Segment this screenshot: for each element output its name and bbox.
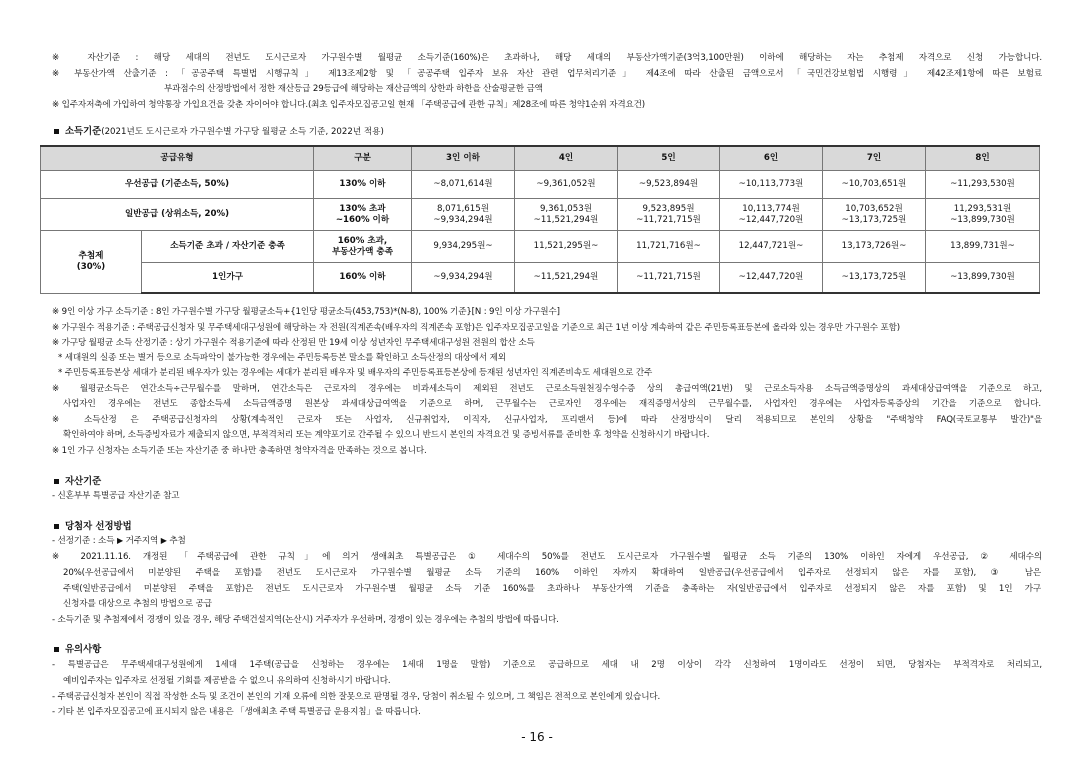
cell-value: ~10,703,651원 — [823, 171, 926, 199]
winner-note-line: ※ 2021.11.16. 개정된 「주택공급에 관한 규칙」에 의거 생애최초 특별공급은 ① 세대수의 50%를 전년도 도시근로자 가구원수별 월평균 소득 기준의 130% 이하인 자에게 우선공급, ② 세대수의 — [52, 552, 1042, 562]
note-income-situation: ※ 소득산정 은 주택공급신청자의 상황(계속적인 근로자 또는 사업자, 신규취업자, 이직자, 신규사업자, 프리랜서 등)에 따라 산정방식이 달리 적용되므로 본인의 상황을 "주택청약 FAQ(국토교통부 발간)"을 — [52, 415, 1042, 425]
asset-section-heading: 자산기준 — [52, 475, 101, 488]
winner-note-line: 20%(우선공급에서 미분양된 주택을 포함)를 전년도 도시근로자 가구원수별 월평균 소득 기준의 160% 이하인 자까지 확대하여 일반공급(우선공급에서 입주자로 선정되지 않은 자를 포함), ③ 남은 — [63, 568, 1041, 578]
cell-value: 9,361,053원 ~11,521,294원 — [515, 199, 618, 231]
row-type: 우선공급 (기준소득, 50%) — [41, 171, 314, 199]
note-household-count: ※ 가구원수 적용기준 : 주택공급신청자 및 무주택세대구성원에 해당하는 자 전원(직계존속(배우자의 직계존속 포함)은 입주자모집공고일을 기준으로 최근 1년 이상 계속하여 같은 주민등록표등본에 올라와 있는 경우만 가구원수 포함) — [52, 323, 900, 333]
asset-section-line: - 신혼부부 특별공급 자산기준 참고 — [52, 491, 180, 501]
cell-value: 10,113,774원 ~12,447,720원 — [720, 199, 823, 231]
row-subtype: 1인가구 — [142, 263, 314, 294]
cell-value: 11,521,295원~ — [515, 231, 618, 263]
header-5: 5인 — [618, 146, 720, 171]
cell-value: 13,173,726원~ — [823, 231, 926, 263]
note-property-calc-cont: 부과점수의 산정방법에서 정한 재산등급 29등급에 해당하는 재산금액의 상한과 하한을 산술평균한 금액 — [164, 84, 543, 94]
row-subtype: 소득기준 초과 / 자산기준 충족 — [142, 231, 314, 263]
header-4: 4인 — [515, 146, 618, 171]
header-7: 7인 — [823, 146, 926, 171]
income-title: 소득기준 — [65, 126, 102, 137]
cell-value: 8,071,615원 ~9,934,294원 — [412, 199, 515, 231]
winner-criteria-line: - 선정기준 : 소득 ▶ 거주지역 ▶ 추첨 — [52, 536, 186, 546]
cell-value: ~13,899,730원 — [926, 263, 1040, 294]
note-9plus-household: ※ 9인 이상 가구 소득기준 : 8인 가구원수별 가구당 월평균소득+{1인당 평균소득(453,753)*(N-8), 100% 기준}[N : 9인 이상 가구원수] — [52, 307, 560, 317]
note-missing-member: * 세대원의 실종 또는 별거 등으로 소득파악이 불가능한 경우에는 주민등록등본 말소를 확인하고 소득산정의 대상에서 제외 — [58, 353, 506, 363]
income-table — [40, 145, 1040, 294]
note-property-calc: ※ 부동산가액 산출기준 : 「공공주택 특별법 시행규칙」 제13조제2항 및 「공공주택 입주자 보유 자산 관련 업무처리기준」 제4조에 따라 산출된 금액으로서 「국민건강보험법 시행령」 제42조제1항에 따른 보험료 — [52, 69, 1042, 79]
winner-note-line: 주택(일반공급에서 미분양된 주택을 포함)은 전년도 도시근로자 가구원수별 월평균 소득 기준 160%를 초과하나 부동산가액 기준을 충족하는 자(일반공급에서 입주자로 선정되지 않은 자를 포함) 및 1인 가구 — [63, 584, 1041, 594]
income-subtitle: (2021년도 도시근로자 가구원수별 가구당 월평균 소득 기준, 2022년 적용) — [101, 127, 384, 137]
cell-value: ~13,173,725원 — [823, 263, 926, 294]
bullet-square-icon — [54, 129, 59, 134]
row-category: 130% 이하 — [314, 171, 412, 199]
header-category: 구분 — [314, 146, 412, 171]
header-6: 6인 — [720, 146, 823, 171]
bullet-square-icon — [54, 479, 59, 484]
cell-value: 9,934,295원~ — [412, 231, 515, 263]
cell-value: 9,523,895원 ~11,721,715원 — [618, 199, 720, 231]
cell-value: 11,721,716원~ — [618, 231, 720, 263]
note-monthly-income-cont: 사업자인 경우에는 전년도 종합소득세 소득금액증명 원본상 과세대상급여액을 기준으로 하며, 근무월수는 근로자인 경우에는 재직증명서상의 근무월수를, 사업자인 경우에는 사업자등록증상의 기간을 기준으로 합니다. — [63, 399, 1041, 409]
cell-value: ~11,721,715원 — [618, 263, 720, 294]
header-3-or-less: 3인 이하 — [412, 146, 515, 171]
header-supply-type: 공급유형 — [41, 146, 314, 171]
cell-value: 11,293,531원 ~13,899,730원 — [926, 199, 1040, 231]
cell-value: ~8,071,614원 — [412, 171, 515, 199]
caution-line: - 기타 본 입주자모집공고에 표시되지 않은 내용은 「생애최초 주택 특별공급 운용지침」을 따릅니다. — [52, 707, 421, 717]
caution-line: - 주택공급신청자 본인이 직접 작성한 소득 및 조건이 본인의 기재 오류에 의한 잘못으로 판명될 경우, 당첨이 취소될 수 있으며, 그 책임은 전적으로 본인에게 있습니다. — [52, 692, 661, 702]
winner-note-line: 신청자를 대상으로 추첨의 방법으로 공급 — [63, 599, 212, 609]
page-number: - 16 - — [521, 730, 553, 744]
note-asset-criteria: ※ 자산기준 : 해당 세대의 전년도 도시근로자 가구원수별 월평균 소득기준(160%)은 초과하나, 해당 세대의 부동산가액기준(3억3,100만원) 이하에 해당하는 자는 추첨제 자격으로 신청 가능합니다. — [52, 53, 1042, 63]
cell-value: 10,703,652원 ~13,173,725원 — [823, 199, 926, 231]
bullet-square-icon — [54, 524, 59, 529]
table-row — [41, 263, 1040, 294]
note-income-situation-cont: 확인하여야 하며, 소득증빙자료가 제출되지 않으면, 부적격처리 또는 계약포기로 간주될 수 있으니 반드시 본인의 자격요건 및 증빙서류를 준비한 후 청약을 신청하시기 바랍니다. — [63, 430, 710, 440]
table-row — [41, 199, 1040, 231]
note-income-calc: ※ 가구당 월평균 소득 산정기준 : 상기 가구원수 적용기준에 따라 산정된 만 19세 이상 성년자인 무주택세대구성원 전원의 합산 소득 — [52, 338, 535, 348]
winner-competition-line: - 소득기준 및 추첨제에서 경쟁이 있을 경우, 해당 주택건설지역(논산시) 거주자가 우선하며, 경쟁이 있는 경우에는 추첨의 방법에 따릅니다. — [52, 615, 559, 625]
cell-value: ~11,521,294원 — [515, 263, 618, 294]
arrow-right-icon: ▶ — [116, 536, 123, 545]
table-row — [41, 231, 1040, 263]
row-category: 160% 초과, 부동산가액 충족 — [314, 231, 412, 263]
table-header-row — [41, 146, 1040, 171]
caution-section-heading: 유의사항 — [52, 643, 101, 656]
cell-value: ~9,361,052원 — [515, 171, 618, 199]
note-monthly-income: ※ 월평균소득은 연간소득÷근무월수를 말하며, 연간소득은 근로자의 경우에는 비과세소득이 제외된 전년도 근로소득원천징수영수증 상의 총급여액(21번) 및 근로소득자용 소득금액증명상의 과세대상급여액을 기준으로 하고, — [52, 384, 1042, 394]
arrow-right-icon: ▶ — [160, 536, 167, 545]
row-category: 160% 이하 — [314, 263, 412, 294]
caution-line: 예비입주자는 입주자로 선정될 기회를 제공받을 수 없으니 유의하여 신청하시기 바랍니다. — [63, 676, 391, 686]
row-type: 일반공급 (상위소득, 20%) — [41, 199, 314, 231]
cell-value: 12,447,721원~ — [720, 231, 823, 263]
row-group-lottery: 추첨제 (30%) — [41, 231, 142, 294]
cell-value: ~11,293,530원 — [926, 171, 1040, 199]
table-row — [41, 171, 1040, 199]
note-separated-spouse: * 주민등록표등본상 세대가 분리된 배우자가 있는 경우에는 세대가 분리된 배우자 및 배우자의 주민등록표등본상에 등재된 성년자인 직계존비속도 세대원으로 간주 — [58, 368, 653, 378]
cell-value: ~9,934,294원 — [412, 263, 515, 294]
cell-value: ~10,113,773원 — [720, 171, 823, 199]
income-section-heading — [52, 125, 384, 139]
cell-value: 13,899,731원~ — [926, 231, 1040, 263]
cell-value: ~12,447,720원 — [720, 263, 823, 294]
bullet-square-icon — [54, 647, 59, 652]
winner-section-heading: 당첨자 선정방법 — [52, 520, 132, 533]
header-8: 8인 — [926, 146, 1040, 171]
note-savings-requirement: ※ 입주자저축에 가입하여 청약통장 가입요건을 갖춘 자이어야 합니다.(최초 입주자모집공고일 현재 「주택공급에 관한 규칙」제28조에 따른 청약1순위 자격요건) — [52, 100, 646, 110]
note-single-household: ※ 1인 가구 신청자는 소득기준 또는 자산기준 중 하나만 충족하면 청약자격을 만족하는 것으로 봅니다. — [52, 446, 427, 456]
row-category: 130% 초과 ~160% 이하 — [314, 199, 412, 231]
caution-line: - 특별공급은 무주택세대구성원에게 1세대 1주택(공급을 신청하는 경우에는 1세대 1명을 말함) 기준으로 공급하므로 세대 내 2명 이상이 각각 신청하여 1명이라도 선정이 되면, 당첨자는 부적격자로 처리되고, — [52, 660, 1042, 670]
cell-value: ~9,523,894원 — [618, 171, 720, 199]
